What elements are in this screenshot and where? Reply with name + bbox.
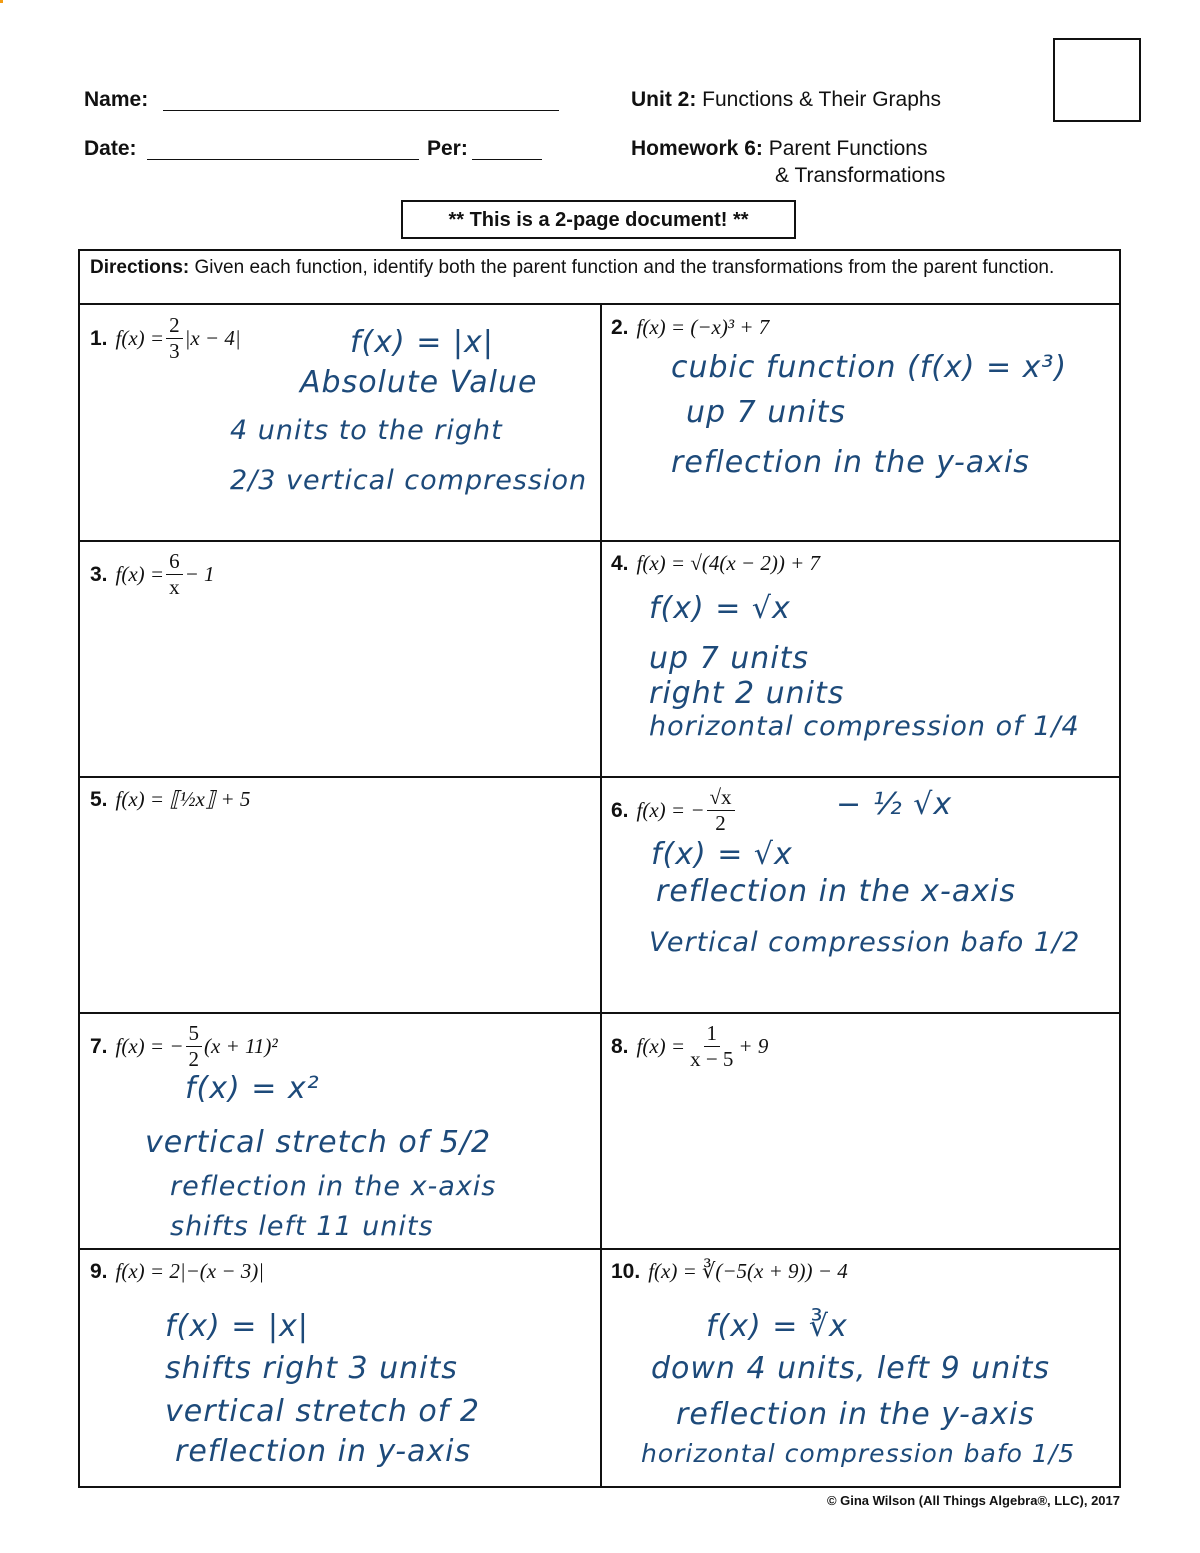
answer-line: up 7 units — [649, 641, 809, 676]
problem-cell-10 — [601, 1249, 1121, 1488]
answer-line: horizontal compression bafo 1/5 — [641, 1439, 1076, 1468]
corner-mark — [0, 0, 3, 3]
fraction: $\frac{2}{3}$ — [166, 315, 183, 362]
two-page-notice: ** This is a 2-page document! ** — [401, 200, 796, 239]
answer-line: reflection in y-axis — [175, 1434, 472, 1469]
problem-4-expression: 4. f(x) = √(4(x − 2)) + 7 — [611, 551, 820, 575]
copyright-footer: © Gina Wilson (All Things Algebra®, LLC), 2017 — [826, 1493, 1120, 1508]
answer-line: Vertical compression bafo 1/2 — [649, 927, 1081, 958]
problem-cell-9 — [80, 1249, 600, 1488]
answer-line: shifts left 11 units — [170, 1211, 434, 1242]
answer-line: 4 units to the right — [230, 415, 503, 446]
problem-9-expression: 9. f(x) = 2|−(x − 3)| — [90, 1259, 265, 1283]
answer-line: f(x) = |x| — [165, 1309, 309, 1344]
problem-2-expression: 2. f(x) = (−x)³ + 7 — [611, 315, 770, 339]
answer-line: up 7 units — [686, 395, 846, 430]
answer-line: vertical stretch of 5/2 — [145, 1125, 492, 1160]
answer-line: reflection in the x-axis — [170, 1171, 497, 1202]
fraction: $\frac{√x}{2}$ — [707, 787, 735, 834]
directions: Directions: Given each function, identify both the parent function and the transformations from the parent function. — [80, 251, 1119, 305]
problem-cell-3 — [80, 541, 600, 776]
answer-line: horizontal compression of 1/4 — [649, 711, 1080, 742]
problem-3-expression: 3. f(x) = $\frac{6}{x}$ − 1 — [90, 549, 215, 599]
problem-cell-4 — [601, 541, 1121, 776]
answer-line: 2/3 vertical compression — [230, 465, 588, 496]
answer-line: reflection in the y-axis — [676, 1397, 1035, 1432]
problem-7-expression: 7. f(x) = − $\frac{5}{2}$ (x + 11)² — [90, 1021, 278, 1071]
answer-line: Absolute Value — [300, 365, 538, 400]
name-label: Name: — [84, 88, 149, 111]
period-label: Per: — [427, 137, 468, 160]
answer-line: right 2 units — [649, 676, 845, 711]
answer-line: f(x) = √x — [651, 837, 793, 872]
fraction: $\frac{1}{x - 5}$ — [690, 1021, 734, 1071]
answer-line: vertical stretch of 2 — [165, 1394, 480, 1429]
answer-line: − ½ √x — [836, 787, 953, 822]
problem-cell-5 — [80, 777, 600, 1012]
answer-line: f(x) = √x — [649, 591, 791, 626]
period-blank[interactable] — [472, 159, 542, 160]
answer-line: f(x) = ∛x — [706, 1309, 848, 1344]
problem-6-expression: 6. f(x) = − $\frac{√x}{2}$ — [611, 787, 737, 834]
homework-heading-line2: & Transformations — [775, 164, 946, 187]
problem-cell-2 — [601, 305, 1121, 540]
answer-line: down 4 units, left 9 units — [651, 1351, 1050, 1386]
problem-grid — [78, 249, 1121, 1488]
unit-heading: Unit 2: Functions & Their Graphs — [631, 88, 942, 111]
problem-cell-1 — [80, 305, 600, 540]
homework-heading: Homework 6: Parent Functions — [631, 137, 928, 160]
score-box — [1053, 38, 1141, 122]
problem-1-expression: 1. f(x) = $\frac{2}{3}$ |x − 4| — [90, 313, 241, 363]
date-label: Date: — [84, 137, 137, 160]
problem-cell-8 — [601, 1013, 1121, 1248]
answer-line: reflection in the x-axis — [656, 874, 1016, 909]
fraction: $\frac{6}{x}$ — [166, 551, 183, 598]
answer-line: shifts right 3 units — [165, 1351, 458, 1386]
problem-cell-6 — [601, 777, 1121, 1012]
fraction: $\frac{5}{2}$ — [186, 1023, 203, 1070]
date-blank[interactable] — [147, 159, 419, 160]
answer-line: reflection in the y-axis — [671, 445, 1030, 480]
problem-8-expression: 8. f(x) = $\frac{1}{x - 5}$ + 9 — [611, 1021, 769, 1071]
problem-cell-7 — [80, 1013, 600, 1248]
answer-line: f(x) = |x| — [350, 325, 494, 360]
name-blank[interactable] — [163, 110, 559, 111]
answer-line: f(x) = x² — [185, 1071, 320, 1106]
problem-5-expression: 5. f(x) = ⟦½x⟧ + 5 — [90, 787, 251, 811]
problem-10-expression: 10. f(x) = ∛(−5(x + 9)) − 4 — [611, 1259, 848, 1283]
answer-line: cubic function (f(x) = x³) — [671, 350, 1068, 385]
